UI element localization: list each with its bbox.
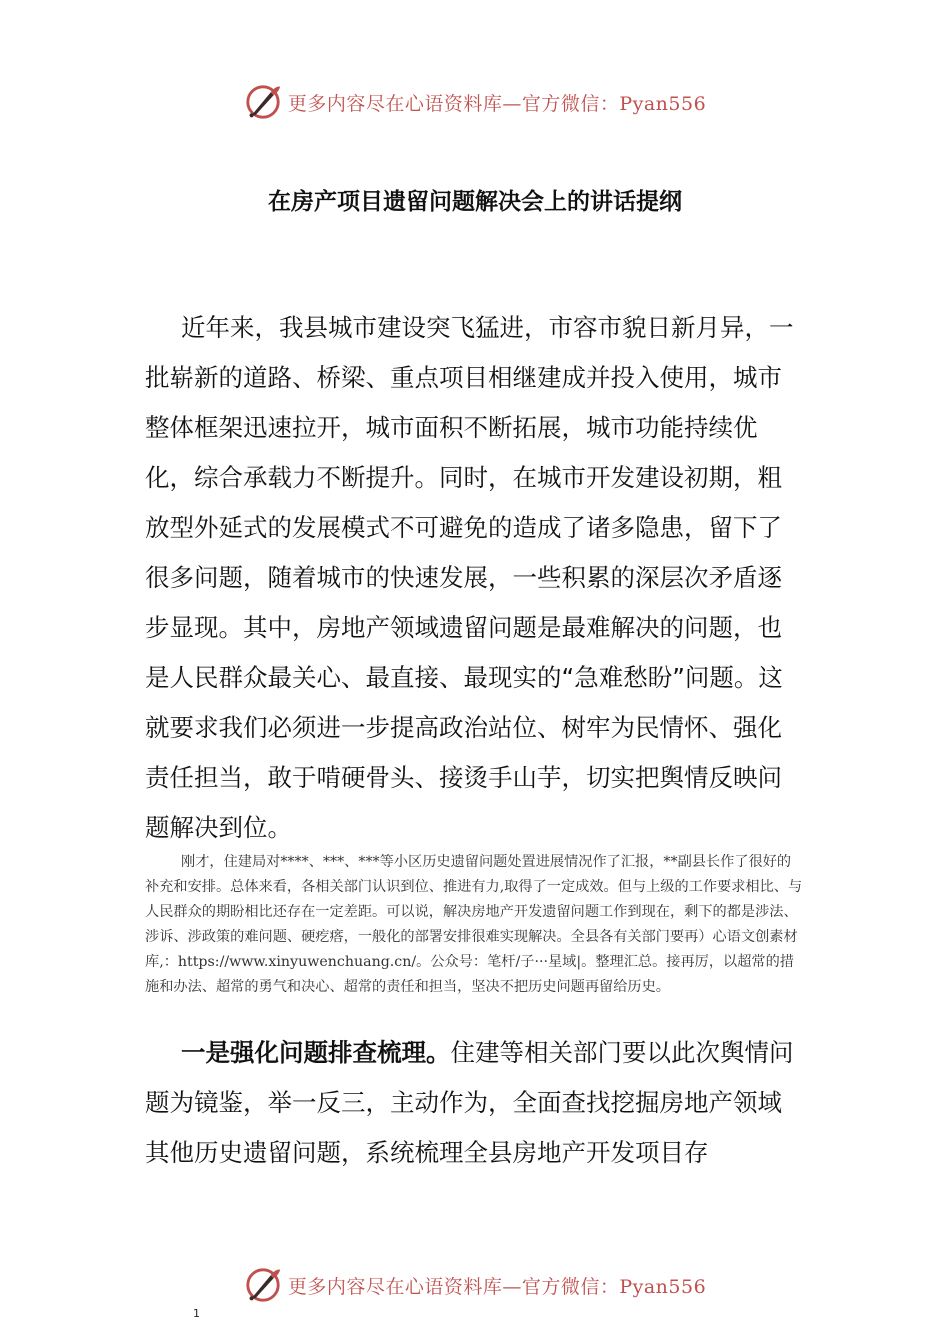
footer-banner xyxy=(0,1265,950,1305)
quill-pen-logo-icon xyxy=(244,1266,282,1304)
document-title: 在房产项目遗留问题解决会上的讲话提纲 xyxy=(268,189,682,215)
header-banner xyxy=(0,82,950,122)
paragraph-summary xyxy=(145,850,805,1000)
paragraph-point-one xyxy=(145,1028,805,1178)
quill-pen-logo-icon xyxy=(244,83,282,121)
paragraph-intro-text: 近年来，我县城市建设突飞猛进，市容市貌日新月异，一批崭新的道路、桥梁、重点项目相继建成并投入使用，城市整体框架迅速拉开，城市面积不断拓展，城市功能持续优化，综合承载力不断提升。同时，在城市开发建设初期，粗放型外延式的发展模式不可避免的造成了诸多隐患，留下了很多问题，随着城市的快速发展，一些积累的深层次矛盾逐步显现。其中，房地产领域遗留问题是最难解决的问题，也是人民群众最关心、最直接、最现实的“急难愁盼”问题。这就要求我们必须进一步提高政治站位、树牢为民情怀、强化责任担当，敢于啃硬骨头、接烫手山芋，切实把舆情反映问题解决到位。 xyxy=(145,313,794,842)
footer-banner-text: 更多内容尽在心语资料库—官方微信：Pyan556 xyxy=(287,1275,707,1298)
header-banner-text: 更多内容尽在心语资料库—官方微信：Pyan556 xyxy=(287,92,707,115)
paragraph-intro xyxy=(145,303,805,853)
paragraph-point-one-text: 住建等相关部门要以此次舆情问题为镜鉴，举一反三，主动作为，全面查找挖掘房地产领域其他历史遗留问题，系统梳理全县房地产开发项目存 xyxy=(145,1038,794,1167)
paragraph-point-one-lead: 一是强化问题排查梳理。 xyxy=(181,1038,451,1067)
page-number: 1 xyxy=(193,1307,200,1320)
paragraph-summary-text: 刚才，住建局对****、***、***等小区历史遗留问题处置进展情况作了汇报，**副县长作了很好的补充和安排。总体来看，各相关部门认识到位、推进有力,取得了一定成效。但与上级的工作要求相比、与人民群众的期盼相比还存在一定差距。可以说，解决房地产开发遗留问题工作到现在，剩下的都是涉法、涉诉、涉政策的难问题、硬疙瘩，一般化的部署安排很难实现解决。全县各有关部门要再）心语文创素材库,：https://www.xinyuwenchuang.cn/。公众号：笔杆/子···星域|。整理汇总。接再厉，以超常的措施和办法、超常的勇气和决心、超常的责任和担当，坚决不把历史问题再留给历史。 xyxy=(145,854,803,995)
